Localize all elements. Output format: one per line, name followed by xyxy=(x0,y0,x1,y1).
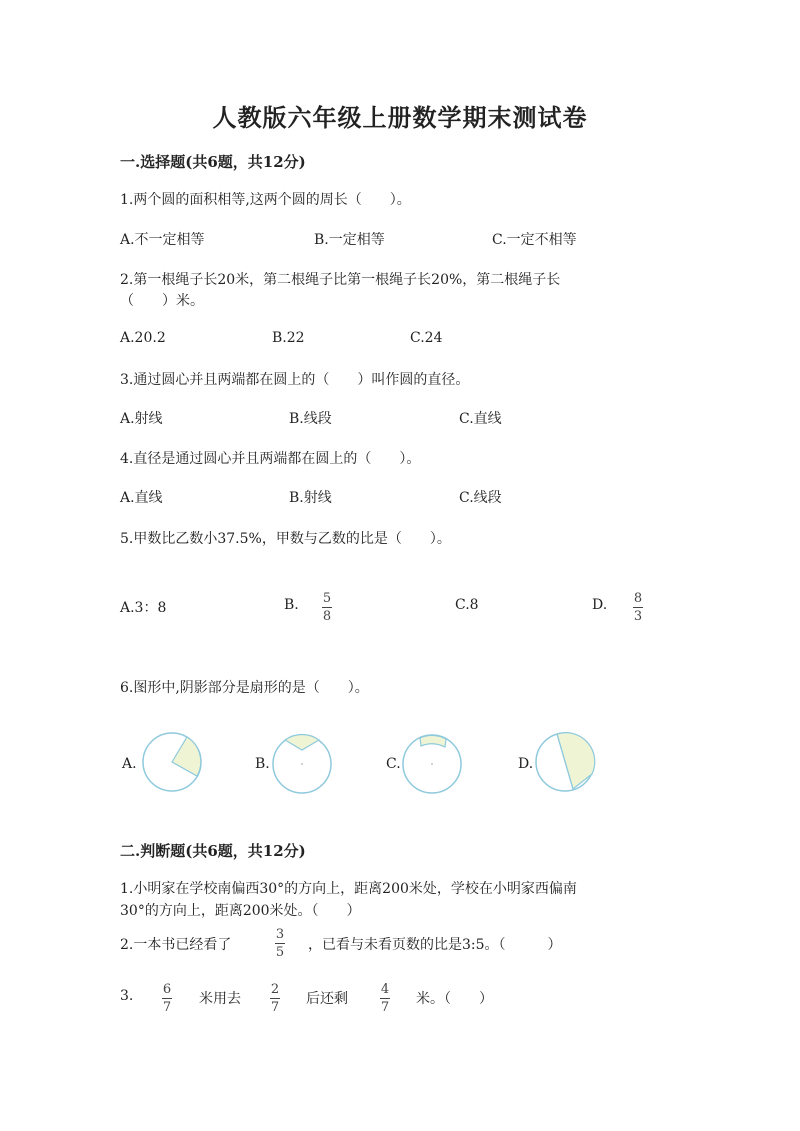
question-5-text: 5.甲数比乙数小37.5%，甲数与乙数的比是（ ）。 xyxy=(120,531,451,547)
q1-option-a: A.不一定相等 xyxy=(120,232,205,248)
q6-figure-c-label: C. xyxy=(386,756,401,772)
q1-option-c: C.一定不相等 xyxy=(492,232,577,248)
q3-option-b: B.线段 xyxy=(289,411,332,427)
q3-option-c: C.直线 xyxy=(459,411,502,427)
q6-figure-b-label: B. xyxy=(255,756,270,772)
judgment-3-prefix: 3. xyxy=(120,988,134,1004)
q6-figure-d xyxy=(533,730,597,794)
q6-figure-d-label: D. xyxy=(518,756,534,772)
question-1-text: 1.两个圆的面积相等,这两个圆的周长（ ）。 xyxy=(120,192,411,208)
q1-option-b: B.一定相等 xyxy=(314,232,385,248)
fraction-denominator: 7 xyxy=(270,1000,280,1015)
q3-option-a: A.射线 xyxy=(120,411,163,427)
judgment-3-mid2: 后还剩 xyxy=(306,991,348,1007)
q5-option-b-label: B. xyxy=(284,597,299,613)
section-heading-choice: 一.选择题(共6题，共12分) xyxy=(120,153,306,171)
judgment-2-fraction xyxy=(275,927,285,960)
judgment-2-suffix: ，已看与未看页数的比是3:5。（ ） xyxy=(308,937,562,953)
fraction-bar xyxy=(380,998,390,999)
question-6-text: 6.图形中,阴影部分是扇形的是（ ）。 xyxy=(120,680,369,696)
q2-option-a: A.20.2 xyxy=(120,330,166,346)
fraction-numerator: 2 xyxy=(270,982,280,997)
fraction-denominator: 8 xyxy=(322,609,332,624)
q4-option-a: A.直线 xyxy=(120,490,163,506)
q6-figure-c xyxy=(400,730,464,794)
q5-option-c: C.8 xyxy=(455,597,479,613)
fraction-denominator: 5 xyxy=(275,945,285,960)
judgment-3-suffix: 米。（ ） xyxy=(416,991,493,1007)
fraction-denominator: 3 xyxy=(633,609,643,624)
judgment-1-line2: 30°的方向上，距离200米处。（ ） xyxy=(120,903,361,919)
q2-option-b: B.22 xyxy=(272,330,305,346)
q4-option-b: B.射线 xyxy=(289,490,332,506)
question-2-text-line1: 2.第一根绳子长20米，第二根绳子比第一根绳子长20%，第二根绳子长 xyxy=(120,272,561,288)
q5-option-d-fraction xyxy=(633,591,643,624)
judgment-2-prefix: 2.一本书已经看了 xyxy=(120,937,232,953)
q4-option-c: C.线段 xyxy=(459,490,502,506)
fraction-numerator: 4 xyxy=(380,982,390,997)
center-dot xyxy=(431,763,433,765)
section-heading-judgment: 二.判断题(共6题，共12分) xyxy=(120,842,306,860)
fraction-bar xyxy=(162,998,172,999)
fraction-bar xyxy=(322,607,332,608)
q2-option-c: C.24 xyxy=(410,330,443,346)
question-4-text: 4.直径是通过圆心并且两端都在圆上的（ ）。 xyxy=(120,451,421,467)
judgment-3-fraction-1 xyxy=(162,982,172,1015)
fraction-numerator: 6 xyxy=(162,982,172,997)
question-2-text-line2: （ ）米。 xyxy=(120,293,204,309)
q5-option-d-label: D. xyxy=(592,597,608,613)
judgment-3-fraction-2 xyxy=(270,982,280,1015)
question-3-text: 3.通过圆心并且两端都在圆上的（ ）叫作圆的直径。 xyxy=(120,372,470,388)
q6-figure-a xyxy=(140,730,204,794)
q6-figure-b xyxy=(270,730,334,794)
fraction-numerator: 3 xyxy=(275,927,285,942)
fraction-denominator: 7 xyxy=(380,1000,390,1015)
judgment-1-line1: 1.小明家在学校南偏西30°的方向上，距离200米处，学校在小明家西偏南 xyxy=(120,881,577,897)
fraction-bar xyxy=(275,943,285,944)
fraction-numerator: 5 xyxy=(322,591,332,606)
q6-figure-a-label: A. xyxy=(122,756,137,772)
center-dot xyxy=(301,763,303,765)
fraction-numerator: 8 xyxy=(633,591,643,606)
judgment-3-mid1: 米用去 xyxy=(199,991,241,1007)
page-title: 人教版六年级上册数学期末测试卷 xyxy=(212,103,588,132)
q5-option-b-fraction xyxy=(322,591,332,624)
fraction-denominator: 7 xyxy=(162,1000,172,1015)
fraction-bar xyxy=(270,998,280,999)
q5-option-a: A.3：8 xyxy=(120,600,167,616)
judgment-3-fraction-3 xyxy=(380,982,390,1015)
fraction-bar xyxy=(633,607,643,608)
